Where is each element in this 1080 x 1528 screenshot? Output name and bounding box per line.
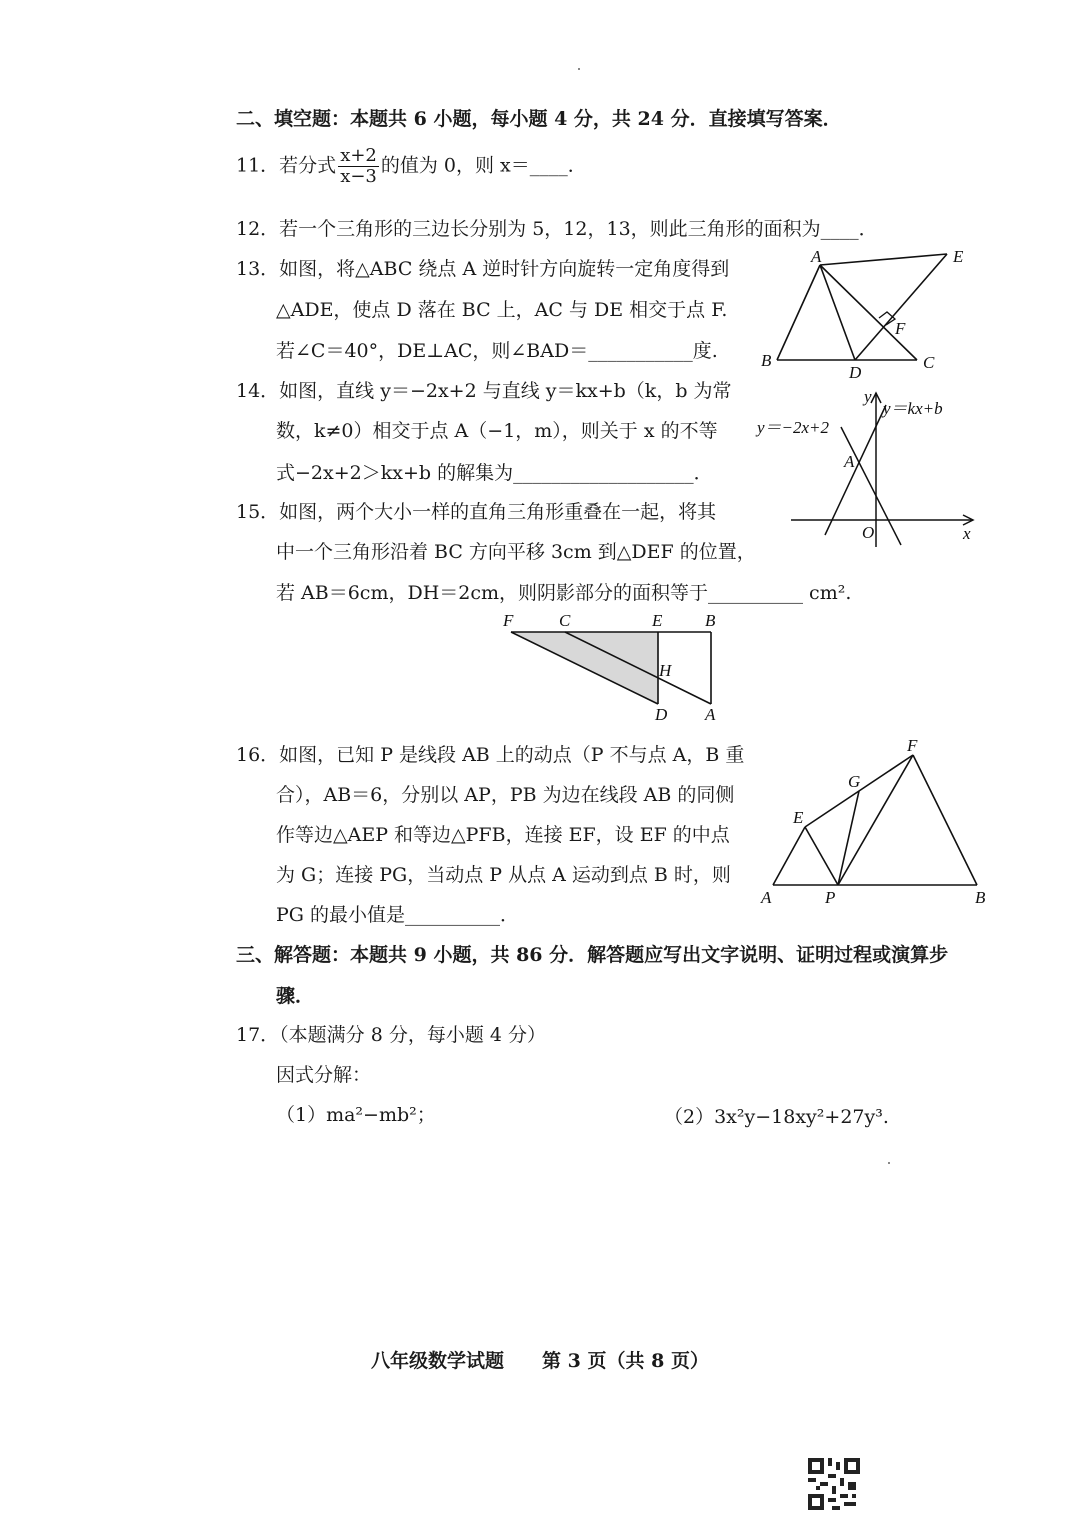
q15-label-H: H bbox=[659, 661, 672, 680]
question-14-line1: 14．如图，直线 y＝−2x+2 与直线 y＝kx+b（k，b 为常 bbox=[236, 380, 732, 402]
q15-label-A: A bbox=[705, 705, 716, 724]
qr-code-icon bbox=[808, 1458, 860, 1510]
q13-label-C: C bbox=[923, 353, 935, 372]
q14-label-origin: O bbox=[862, 523, 875, 542]
question-15-line3: 若 AB＝6cm，DH＝2cm，则阴影部分的面积等于__________ cm². bbox=[276, 582, 852, 604]
q16-label-G: G bbox=[848, 772, 861, 791]
q13-label-A: A bbox=[811, 247, 822, 266]
section3-heading-line1: 三、解答题：本题共 9 小题，共 86 分．解答题应写出文字说明、证明过程或演算步 bbox=[236, 944, 949, 966]
question-12: 12．若一个三角形的三边长分别为 5，12，13，则此三角形的面积为____． bbox=[236, 218, 878, 240]
question-14-line3: 式−2x+2＞kx+b 的解集为___________________． bbox=[276, 462, 713, 484]
question-16-line5: PG 的最小值是__________． bbox=[276, 904, 520, 926]
q13-label-E: E bbox=[953, 247, 964, 266]
q11-prefix: 11．若分式 bbox=[236, 154, 337, 177]
question-16-line1: 16．如图，已知 P 是线段 AB 上的动点（P 不与点 A，B 重 bbox=[236, 744, 745, 766]
q14-label-y-axis: y bbox=[864, 387, 872, 406]
q16-label-E: E bbox=[793, 808, 804, 827]
question-16-line2: 合），AB＝6，分别以 AP，PB 为边在线段 AB 的同侧 bbox=[276, 784, 735, 806]
question-17-part1: （1）ma²−mb²； bbox=[276, 1104, 436, 1126]
question-15-line2: 中一个三角形沿着 BC 方向平移 3cm 到△DEF 的位置， bbox=[276, 541, 756, 563]
q16-label-F: F bbox=[907, 736, 918, 755]
question-13-line2: △ADE，使点 D 落在 BC 上，AC 与 DE 相交于点 F. bbox=[276, 299, 728, 321]
question-16-line3: 作等边△AEP 和等边△PFB，连接 EF，设 EF 的中点 bbox=[276, 824, 730, 846]
q16-label-B: B bbox=[975, 888, 986, 907]
question-13-line3: 若∠C＝40°，DE⊥AC，则∠BAD＝___________度. bbox=[276, 340, 718, 362]
q14-figure bbox=[755, 385, 985, 550]
q16-label-A: A bbox=[761, 888, 772, 907]
question-11 bbox=[236, 146, 587, 187]
q15-label-B: B bbox=[705, 611, 716, 630]
q13-figure bbox=[755, 240, 985, 380]
question-17-prompt: 因式分解： bbox=[276, 1064, 372, 1086]
q11-numerator: x+2 bbox=[340, 145, 377, 166]
q11-suffix: 的值为 0，则 x＝____． bbox=[380, 154, 587, 177]
question-17-title: 17．（本题满分 8 分，每小题 4 分） bbox=[236, 1024, 547, 1046]
speck bbox=[578, 68, 580, 70]
q13-label-B: B bbox=[761, 351, 772, 370]
page-footer: 八年级数学试题 第 3 页（共 8 页） bbox=[371, 1350, 709, 1372]
q11-fraction bbox=[338, 146, 379, 187]
q15-figure bbox=[495, 608, 735, 728]
q15-label-E: E bbox=[652, 611, 663, 630]
q14-label-line1: y＝−2x+2 bbox=[757, 418, 830, 437]
question-14-line2: 数，k≠0）相交于点 A（−1，m），则关于 x 的不等 bbox=[276, 420, 718, 442]
q15-label-D: D bbox=[655, 705, 668, 724]
q14-label-line2: y＝kx+b bbox=[883, 399, 943, 418]
q15-label-F: F bbox=[503, 611, 514, 630]
q15-label-C: C bbox=[559, 611, 571, 630]
q14-label-A: A bbox=[844, 452, 855, 471]
question-17-part2: （2）3x²y−18xy²+27y³. bbox=[664, 1106, 889, 1128]
section2-heading: 二、填空题：本题共 6 小题，每小题 4 分，共 24 分．直接填写答案． bbox=[236, 108, 842, 130]
section3-heading-line2: 骤． bbox=[276, 985, 315, 1007]
q11-denominator: x−3 bbox=[340, 166, 377, 187]
speck bbox=[888, 1162, 890, 1164]
q13-label-D: D bbox=[849, 363, 862, 382]
q16-figure bbox=[755, 735, 995, 910]
q16-label-P: P bbox=[825, 888, 836, 907]
question-16-line4: 为 G；连接 PG，当动点 P 从点 A 运动到点 B 时，则 bbox=[276, 864, 731, 886]
q13-label-F: F bbox=[895, 319, 906, 338]
question-13-line1: 13．如图，将△ABC 绕点 A 逆时针方向旋转一定角度得到 bbox=[236, 258, 730, 280]
question-15-line1: 15．如图，两个大小一样的直角三角形重叠在一起，将其 bbox=[236, 501, 717, 523]
q14-label-x-axis: x bbox=[963, 524, 971, 543]
